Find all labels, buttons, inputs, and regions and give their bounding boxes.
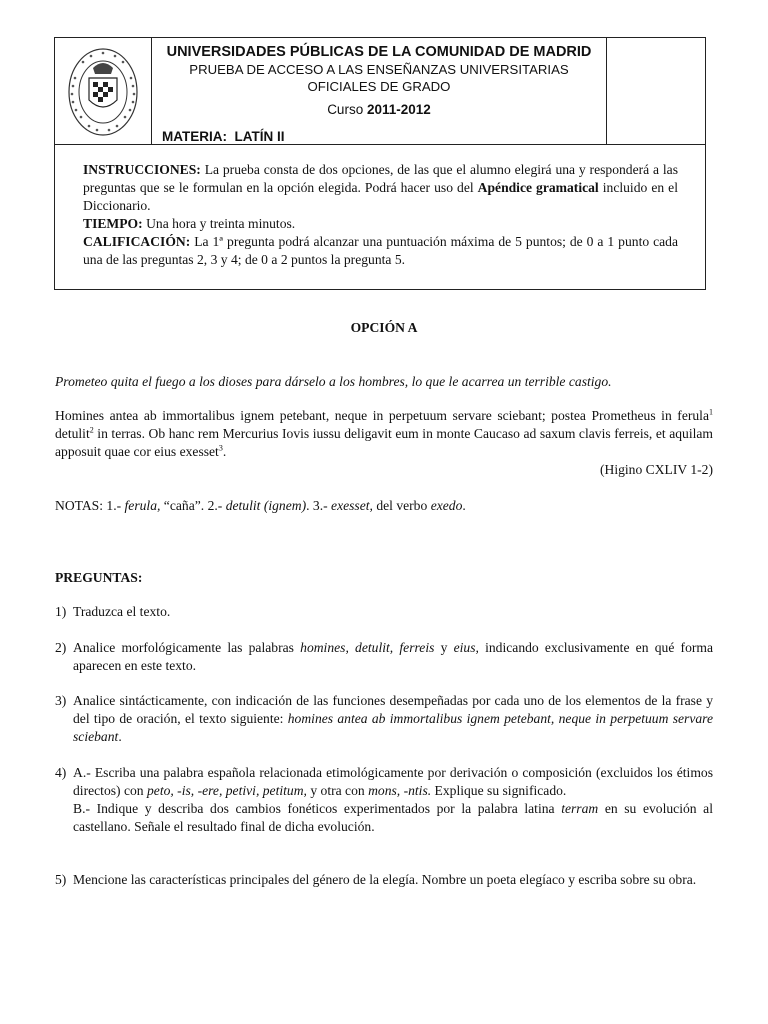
exam-title-line1: PRUEBA DE ACCESO A LAS ENSEÑANZAS UNIVERSITARIAS xyxy=(189,62,569,77)
latin-text: Homines antea ab immortalibus ignem petebant, neque in perpetuum servare sciebant; postea Prometheus in ferula$^1$ detulit$^2$ in terras. Ob hanc rem Mercurius Iovis iussu deligavit eum in monte Caucaso ad saxum clavis ferreis, et aquilam apposuit quae cor eius exesset$^3$. (Higino CXLIV 1-2) xyxy=(55,407,713,477)
question-4: 4) A.- Escriba una palabra española relacionada etimológicamente por derivación o composición (excluidos los étimos directos) con peto, -is, -ere, petivi, petitum, y otra con mons, -ntis. Explique su significado. B.- Indique y describa dos cambios fonéticos experimentados por la palabra latina terram en su evolución al castellano. Señale el resultado final de dicha evolución. xyxy=(55,765,713,834)
header-blank-cell xyxy=(606,38,705,144)
question-5: 5) Mencione las características principales del género de la elegía. Nombre un poeta elegíaco y escriba sobre su obra. xyxy=(55,872,697,887)
questions-title: PREGUNTAS: xyxy=(55,570,143,585)
course-year: Curso 2011-2012 xyxy=(327,102,431,117)
header-center xyxy=(152,38,606,144)
latin-source: (Higino CXLIV 1-2) xyxy=(599,462,713,477)
university-seal xyxy=(55,38,152,144)
question-1: 1) Traduzca el texto. xyxy=(55,604,171,619)
header-box xyxy=(54,37,706,145)
intro-sentence: Prometeo quita el fuego a los dioses para dárselo a los hombres, lo que le acarrea un terrible castigo. xyxy=(55,374,612,389)
instructions-box xyxy=(54,144,706,290)
instructions-paragraph: INSTRUCCIONES: La prueba consta de dos opciones, de las que el alumno elegirá una y responderá a las preguntas que se le formulan en la opción elegida. Podrá hacer uso del Apéndice gramatical incluido en el Diccionario. xyxy=(83,162,679,213)
exam-title-line2: OFICIALES DE GRADO xyxy=(307,79,451,94)
question-2: 2) Analice morfológicamente las palabras homines, detulit, ferreis y eius, indicando exclusivamente en qué forma aparecen en este texto. xyxy=(55,640,714,673)
grading-paragraph: CALIFICACIÓN: La 1ª pregunta podrá alcanzar una puntuación máxima de 5 puntos; de 0 a 1 punto cada una de las preguntas 2, 3 y 4; de 0 a 2 puntos la pregunta 5. xyxy=(83,234,678,267)
question-3: 3) Analice sintácticamente, con indicación de las funciones desempeñadas por cada uno de los elementos de la frase y del tipo de oración, el texto siguiente: homines antea ab immortalibus ignem petebant, neque in perpetuum servare sciebant. xyxy=(55,693,713,744)
notes: NOTAS: 1.- ferula, “caña”. 2.- detulit (ignem). 3.- exesset, del verbo exedo. xyxy=(55,498,466,513)
option-title: OPCIÓN A xyxy=(350,320,418,335)
university-title: UNIVERSIDADES PÚBLICAS DE LA COMUNIDAD DE MADRID xyxy=(166,44,592,60)
time-paragraph: TIEMPO: Una hora y treinta minutos. xyxy=(83,216,296,231)
subject: MATERIA: LATÍN II xyxy=(162,129,285,144)
